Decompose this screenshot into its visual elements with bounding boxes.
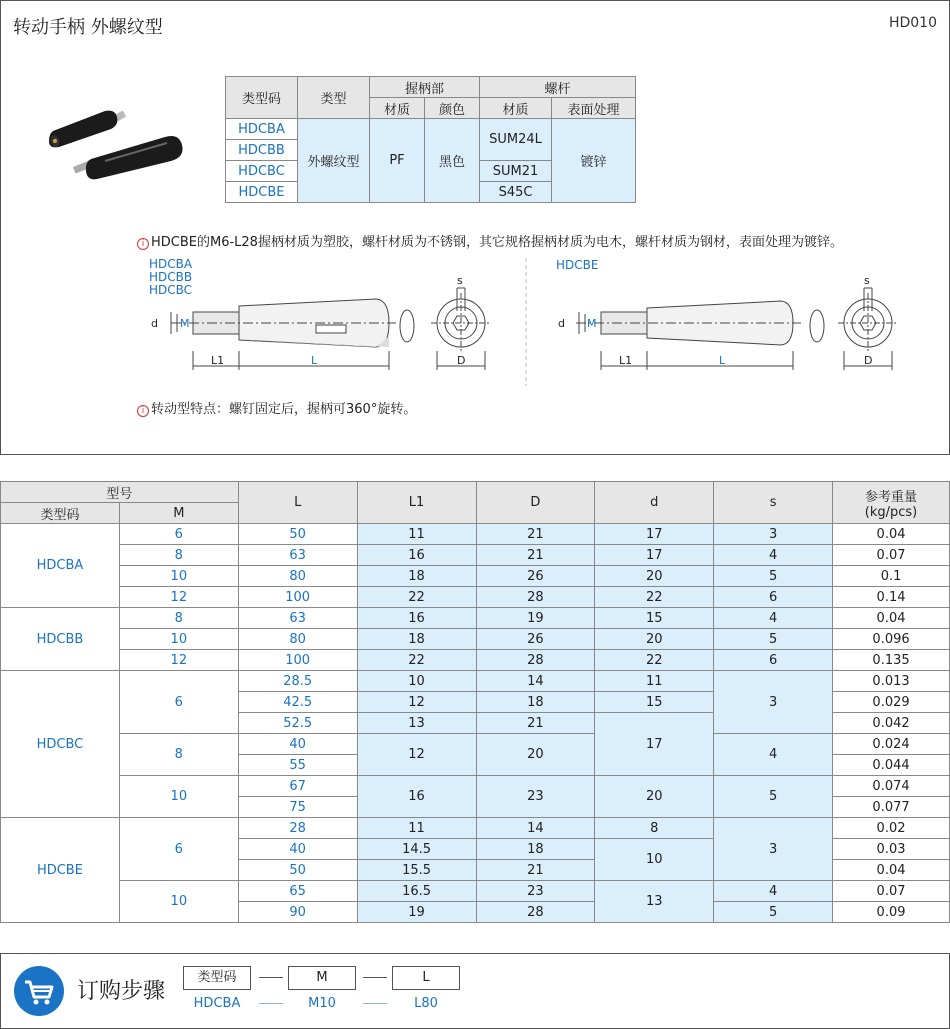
info-icon: i [137, 405, 149, 417]
type-code-cell: HDCBC [226, 161, 298, 182]
D-cell: 20 [476, 734, 595, 776]
weight-cell: 0.07 [833, 881, 950, 902]
table-row [1, 776, 950, 797]
L-cell: 28.5 [238, 671, 357, 692]
dim-M-right: M [587, 317, 597, 330]
type-code-cell: HDCBA [1, 524, 120, 608]
col-screw-material: 材质 [480, 98, 552, 119]
screw-material-cell: SUM24L [480, 119, 552, 161]
weight-cell: 0.02 [833, 818, 950, 839]
d-cell: 11 [595, 671, 714, 692]
s-cell: 6 [714, 650, 833, 671]
dim-L1-right: L1 [619, 354, 633, 367]
material-note-text: HDCBE的M6-L28握柄材质为塑胶，螺杆材质为不锈钢，其它规格握柄材质为电木，螺杆材质为钢材，表面处理为镀锌。 [151, 235, 843, 250]
s-cell: 5 [714, 566, 833, 587]
dim-L1-left: L1 [211, 354, 225, 367]
order-separator [363, 977, 387, 978]
order-separator [259, 977, 283, 978]
weight-unit: (kg/pcs) [864, 504, 918, 520]
dim-s-left: s [457, 274, 463, 287]
L1-cell: 22 [357, 650, 476, 671]
d-cell: 8 [595, 818, 714, 839]
s-cell: 6 [714, 587, 833, 608]
diagram-code-label: HDCBB [149, 270, 193, 284]
D-cell: 21 [476, 545, 595, 566]
col-surface: 表面处理 [552, 98, 636, 119]
D-cell: 28 [476, 587, 595, 608]
order-value-type-code: HDCBA [193, 996, 241, 1011]
handle-side-view-left [171, 299, 414, 347]
s-cell: 3 [714, 524, 833, 545]
order-box-type-code: 类型码 [183, 966, 251, 990]
L1-cell: 12 [357, 734, 476, 776]
D-cell: 26 [476, 629, 595, 650]
dim-L-right: L [719, 354, 726, 367]
L-cell: 90 [238, 902, 357, 923]
s-cell: 5 [714, 902, 833, 923]
weight-cell: 0.135 [833, 650, 950, 671]
weight-cell: 0.013 [833, 671, 950, 692]
cart-icon [14, 966, 64, 1016]
weight-cell: 0.074 [833, 776, 950, 797]
M-cell: 10 [119, 881, 238, 923]
order-box-L: L [392, 966, 460, 990]
D-cell: 23 [476, 776, 595, 818]
col-L: L [238, 482, 357, 524]
L-cell: 40 [238, 839, 357, 860]
weight-cell: 0.14 [833, 587, 950, 608]
M-cell: 8 [119, 608, 238, 629]
grip-color-cell: 黑色 [425, 119, 480, 203]
diagram-code-label: HDCBC [149, 283, 193, 297]
table-row [1, 818, 950, 839]
M-cell: 10 [119, 776, 238, 818]
order-box-M: M [288, 966, 356, 990]
type-code-cell: HDCBC [1, 671, 120, 818]
page-title: 转动手柄 外螺纹型 [13, 17, 163, 38]
table-row [1, 524, 950, 545]
s-cell: 4 [714, 881, 833, 902]
material-note [137, 231, 843, 250]
M-cell: 10 [119, 629, 238, 650]
L-cell: 80 [238, 566, 357, 587]
s-cell: 5 [714, 629, 833, 650]
spec-table [225, 76, 636, 203]
M-cell: 6 [119, 818, 238, 881]
col-D: D [476, 482, 595, 524]
col-type: 类型 [298, 77, 370, 119]
col-d: d [595, 482, 714, 524]
weight-label: 参考重量 [865, 489, 918, 505]
col-model: 型号 [1, 482, 239, 503]
D-cell: 14 [476, 671, 595, 692]
M-cell: 10 [119, 566, 238, 587]
M-cell: 8 [119, 545, 238, 566]
rotation-note [137, 398, 416, 417]
dim-D-right: D [864, 354, 873, 367]
L-cell: 52.5 [238, 713, 357, 734]
col-M: M [119, 503, 238, 524]
s-cell: 4 [714, 734, 833, 776]
dim-D-left: D [457, 354, 466, 367]
table-row [1, 650, 950, 671]
d-cell: 17 [595, 524, 714, 545]
D-cell: 28 [476, 902, 595, 923]
type-code-cell: HDCBB [1, 608, 120, 671]
col-type-code: 类型码 [1, 503, 120, 524]
L-cell: 100 [238, 650, 357, 671]
weight-cell: 0.09 [833, 902, 950, 923]
type-code-cell: HDCBE [226, 182, 298, 203]
L1-cell: 11 [357, 818, 476, 839]
diagram-code-label: HDCBA [149, 257, 193, 271]
table-row [1, 881, 950, 902]
D-cell: 21 [476, 860, 595, 881]
table-row [1, 608, 950, 629]
M-cell: 12 [119, 650, 238, 671]
weight-cell: 0.044 [833, 755, 950, 776]
d-cell: 17 [595, 545, 714, 566]
D-cell: 14 [476, 818, 595, 839]
product-panel [0, 0, 950, 455]
screw-material-cell: S45C [480, 182, 552, 203]
L-cell: 63 [238, 608, 357, 629]
table-row [1, 545, 950, 566]
d-cell: 17 [595, 713, 714, 776]
L1-cell: 11 [357, 524, 476, 545]
L-cell: 75 [238, 797, 357, 818]
dimension-table-body [1, 524, 950, 923]
L1-cell: 16.5 [357, 881, 476, 902]
s-cell: 3 [714, 818, 833, 881]
L1-cell: 16 [357, 776, 476, 818]
order-title: 订购步骤 [77, 979, 166, 1004]
type-code-cell: HDCBA [226, 119, 298, 140]
table-row [1, 671, 950, 692]
dim-s-right: s [864, 274, 870, 287]
weight-cell: 0.029 [833, 692, 950, 713]
d-cell: 22 [595, 587, 714, 608]
col-grip: 握柄部 [370, 77, 480, 98]
dim-M-left: M [180, 317, 190, 330]
rotation-note-text: 转动型特点：螺钉固定后，握柄可360°旋转。 [151, 402, 417, 417]
L-cell: 42.5 [238, 692, 357, 713]
handle-side-view-right [576, 301, 824, 345]
d-cell: 20 [595, 629, 714, 650]
order-value-separator [259, 1003, 283, 1004]
L-cell: 65 [238, 881, 357, 902]
weight-cell: 0.042 [833, 713, 950, 734]
d-cell: 10 [595, 839, 714, 881]
M-cell: 6 [119, 671, 238, 734]
dimension-drawing [131, 256, 931, 391]
d-cell: 22 [595, 650, 714, 671]
type-code-cell: HDCBE [1, 818, 120, 923]
d-cell: 20 [595, 566, 714, 587]
D-cell: 18 [476, 692, 595, 713]
dimension-table [0, 481, 950, 923]
weight-cell: 0.1 [833, 566, 950, 587]
dim-d-left: d [151, 317, 158, 330]
L-cell: 50 [238, 860, 357, 881]
D-cell: 26 [476, 566, 595, 587]
L1-cell: 18 [357, 629, 476, 650]
weight-cell: 0.03 [833, 839, 950, 860]
handle-upper [49, 111, 126, 148]
weight-cell: 0.096 [833, 629, 950, 650]
grip-material-cell: PF [370, 119, 425, 203]
product-code: HD010 [888, 15, 937, 31]
D-cell: 21 [476, 713, 595, 734]
d-cell: 20 [595, 776, 714, 818]
weight-cell: 0.077 [833, 797, 950, 818]
s-cell: 4 [714, 545, 833, 566]
L-cell: 50 [238, 524, 357, 545]
L-cell: 80 [238, 629, 357, 650]
handle-lower [73, 136, 183, 179]
order-value-M: M10 [308, 996, 336, 1011]
L1-cell: 12 [357, 692, 476, 713]
D-cell: 23 [476, 881, 595, 902]
product-image [45, 101, 195, 191]
M-cell: 8 [119, 734, 238, 776]
screw-material-cell: SUM21 [480, 161, 552, 182]
L1-cell: 10 [357, 671, 476, 692]
col-type-code: 类型码 [226, 77, 298, 119]
L1-cell: 15.5 [357, 860, 476, 881]
d-cell: 13 [595, 881, 714, 923]
info-icon: i [137, 238, 149, 250]
order-panel [0, 953, 950, 1029]
s-cell: 5 [714, 776, 833, 818]
D-cell: 28 [476, 650, 595, 671]
L1-cell: 16 [357, 545, 476, 566]
diagram-label-right: HDCBE [556, 258, 599, 272]
L-cell: 55 [238, 755, 357, 776]
D-cell: 18 [476, 839, 595, 860]
table-row [1, 629, 950, 650]
weight-cell: 0.04 [833, 860, 950, 881]
L-cell: 100 [238, 587, 357, 608]
s-cell: 4 [714, 608, 833, 629]
col-screw: 螺杆 [480, 77, 636, 98]
handle-end-view-left [431, 293, 491, 353]
L1-cell: 22 [357, 587, 476, 608]
L1-cell: 16 [357, 608, 476, 629]
weight-cell: 0.04 [833, 524, 950, 545]
M-cell: 12 [119, 587, 238, 608]
weight-cell: 0.07 [833, 545, 950, 566]
d-cell: 15 [595, 692, 714, 713]
L-cell: 40 [238, 734, 357, 755]
table-row [1, 734, 950, 755]
col-grip-color: 颜色 [425, 98, 480, 119]
col-s: s [714, 482, 833, 524]
order-value-separator [363, 1003, 387, 1004]
L1-cell: 14.5 [357, 839, 476, 860]
M-cell: 6 [119, 524, 238, 545]
col-L1: L1 [357, 482, 476, 524]
L1-cell: 19 [357, 902, 476, 923]
L1-cell: 13 [357, 713, 476, 734]
weight-cell: 0.024 [833, 734, 950, 755]
table-row [1, 587, 950, 608]
dim-L-left: L [311, 354, 318, 367]
L-cell: 28 [238, 818, 357, 839]
D-cell: 21 [476, 524, 595, 545]
type-code-cell: HDCBB [226, 140, 298, 161]
handle-end-view-right [838, 293, 898, 353]
dim-d-right: d [558, 317, 565, 330]
d-cell: 15 [595, 608, 714, 629]
D-cell: 19 [476, 608, 595, 629]
surface-cell: 镀锌 [552, 119, 636, 203]
order-value-L: L80 [414, 996, 438, 1011]
L1-cell: 18 [357, 566, 476, 587]
s-cell: 3 [714, 671, 833, 734]
col-grip-material: 材质 [370, 98, 425, 119]
col-weight [833, 482, 950, 524]
dimension-diagrams [131, 256, 931, 391]
type-cell: 外螺纹型 [298, 119, 370, 203]
L-cell: 63 [238, 545, 357, 566]
weight-cell: 0.04 [833, 608, 950, 629]
L-cell: 67 [238, 776, 357, 797]
table-row [1, 566, 950, 587]
